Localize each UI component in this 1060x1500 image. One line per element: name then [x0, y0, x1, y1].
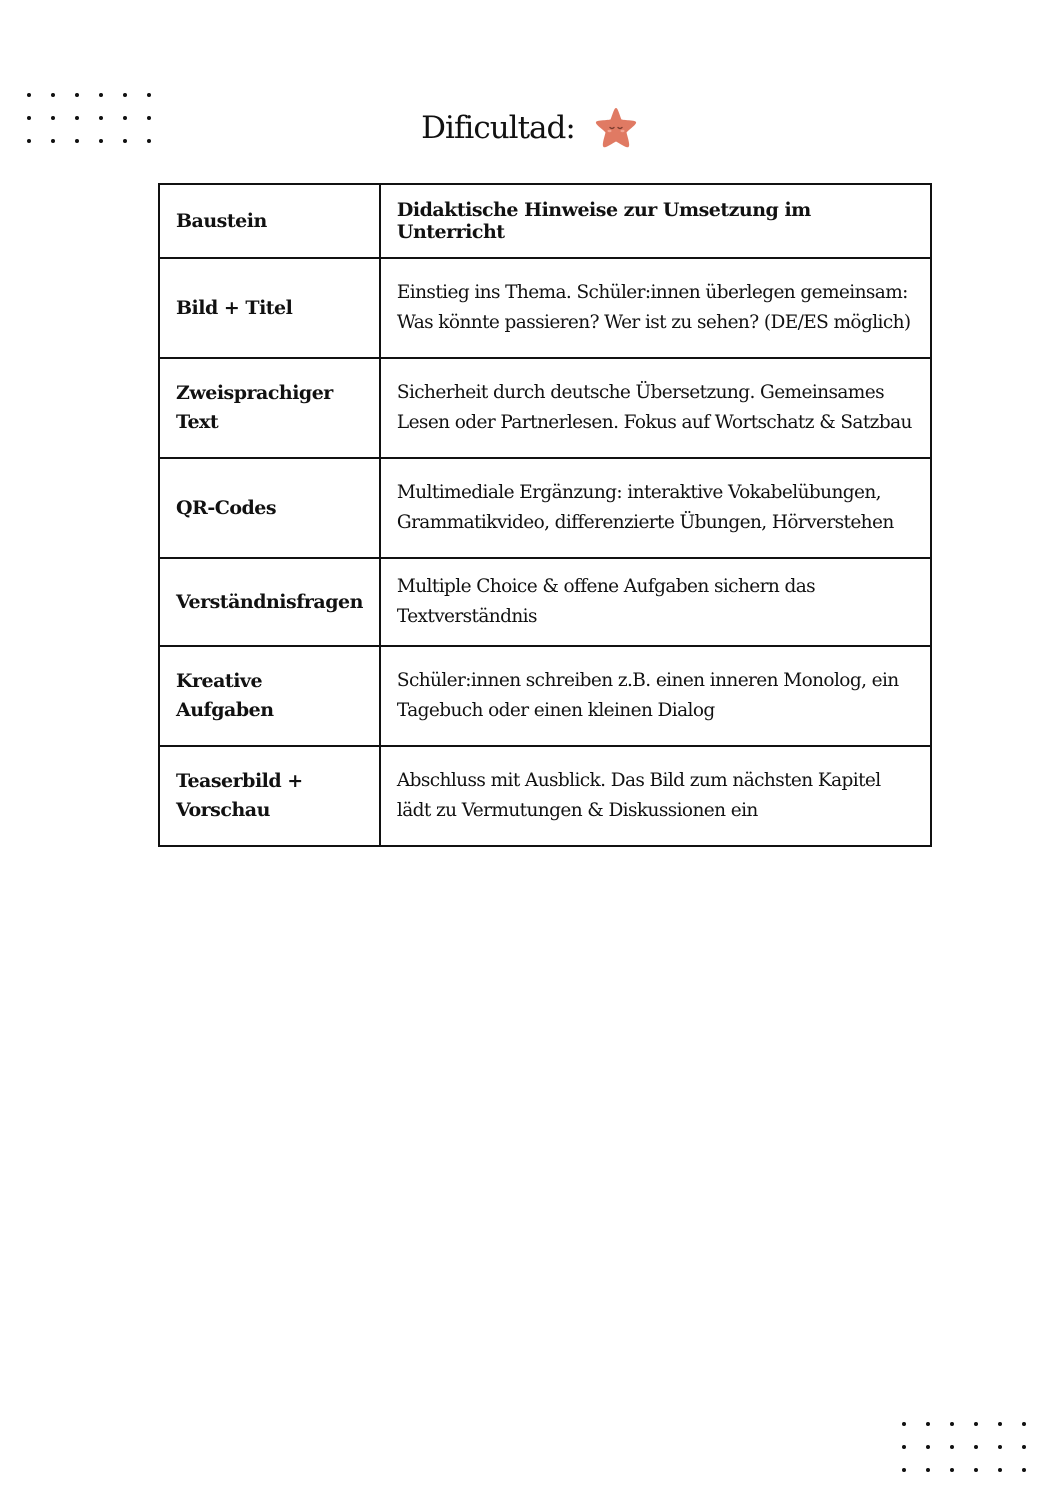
building-block-cell: Kreative Aufgaben — [159, 646, 380, 746]
didactic-table — [158, 183, 932, 847]
table-row — [159, 746, 931, 846]
star-icon — [593, 105, 639, 151]
table-row — [159, 358, 931, 458]
didactic-note-cell: Multiple Choice & offene Aufgaben sichern das Textverständnis — [380, 558, 931, 646]
building-block-cell: Zweisprachiger Text — [159, 358, 380, 458]
table-row — [159, 646, 931, 746]
table-row — [159, 258, 931, 358]
table-row — [159, 558, 931, 646]
table-header-row — [159, 184, 931, 258]
didactic-note-cell: Abschluss mit Ausblick. Das Bild zum nächsten Kapitel lädt zu Vermutungen & Diskussionen ein — [380, 746, 931, 846]
building-block-cell: Verständnisfragen — [159, 558, 380, 646]
decorative-dot-grid-bottom-right — [902, 1422, 1027, 1473]
didactic-note-cell: Multimediale Ergänzung: interaktive Vokabelübungen, Grammatikvideo, differenzierte Übungen, Hörverstehen — [380, 458, 931, 558]
header-building-block: Baustein — [159, 184, 380, 258]
header-didactic-notes: Didaktische Hinweise zur Umsetzung im Unterricht — [380, 184, 931, 258]
difficulty-header — [0, 100, 1060, 156]
building-block-cell: Teaserbild + Vorschau — [159, 746, 380, 846]
building-block-cell: QR-Codes — [159, 458, 380, 558]
difficulty-label: Dificultad: — [421, 110, 575, 146]
star-shape — [596, 108, 636, 147]
didactic-note-cell: Sicherheit durch deutsche Übersetzung. Gemeinsames Lesen oder Partnerlesen. Fokus auf Wortschatz & Satzbau — [380, 358, 931, 458]
table-row — [159, 458, 931, 558]
didactic-note-cell: Schüler:innen schreiben z.B. einen inneren Monolog, ein Tagebuch oder einen kleinen Dialog — [380, 646, 931, 746]
didactic-note-cell: Einstieg ins Thema. Schüler:innen überlegen gemeinsam: Was könnte passieren? Wer ist zu sehen? (DE/ES möglich) — [380, 258, 931, 358]
building-block-cell: Bild + Titel — [159, 258, 380, 358]
